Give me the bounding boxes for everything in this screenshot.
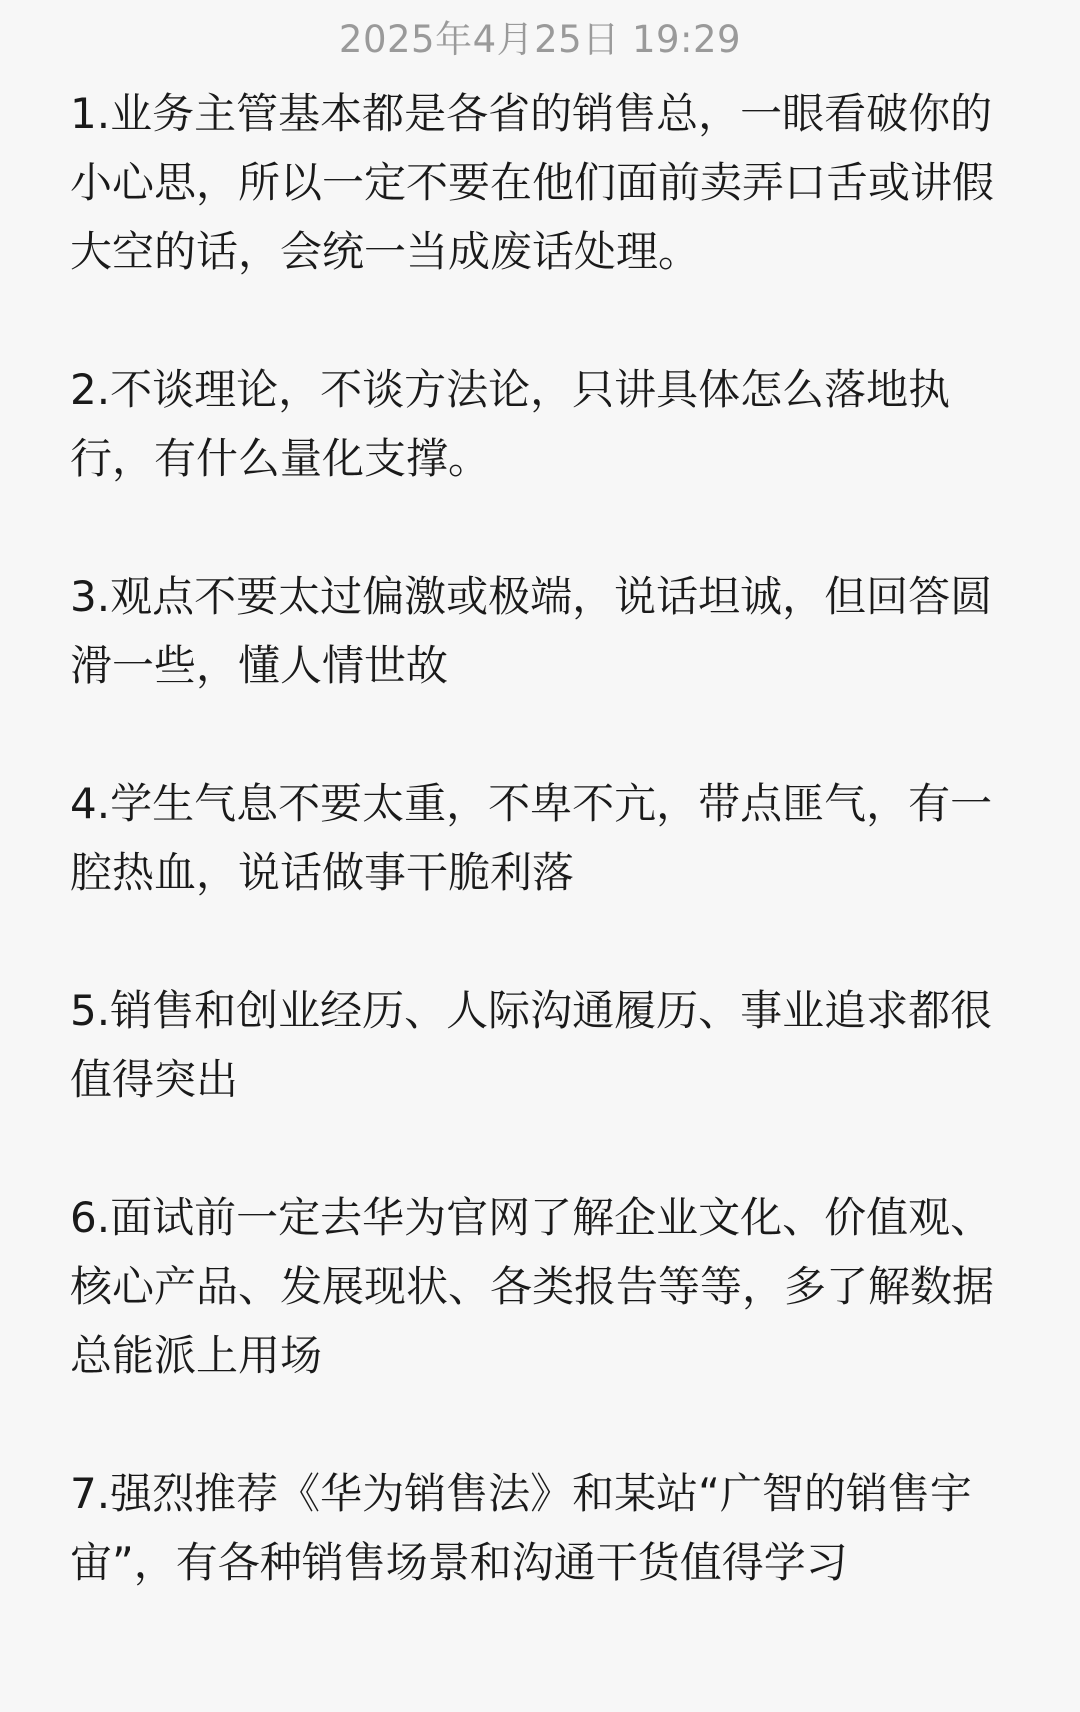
note-paragraph-4: 4.学生气息不要太重，不卑不亢，带点匪气，有一腔热血，说话做事干脆利落	[70, 779, 993, 897]
note-body[interactable]	[70, 79, 1020, 1666]
note-timestamp: 2025年4月25日 19:29	[338, 18, 742, 61]
note-paragraph-1: 1.业务主管基本都是各省的销售总，一眼看破你的小心思，所以一定不要在他们面前卖弄口舌或讲假大空的话，会统一当成废话处理。	[70, 89, 995, 276]
note-paragraph-7: 7.强烈推荐《华为销售法》和某站“广智的销售宇宙”，有各种销售场景和沟通干货值得学习	[70, 1469, 972, 1587]
note-paragraph-5: 5.销售和创业经历、人际沟通履历、事业追求都很值得突出	[70, 986, 993, 1104]
note-paragraph-6: 6.面试前一定去华为官网了解企业文化、价值观、核心产品、发展现状、各类报告等等，多了解数据总能派上用场	[70, 1193, 995, 1380]
note-paragraph-3: 3.观点不要太过偏激或极端，说话坦诚，但回答圆滑一些，懂人情世故	[70, 572, 993, 690]
note-paragraph-2: 2.不谈理论，不谈方法论，只讲具体怎么落地执行，有什么量化支撑。	[70, 365, 951, 483]
